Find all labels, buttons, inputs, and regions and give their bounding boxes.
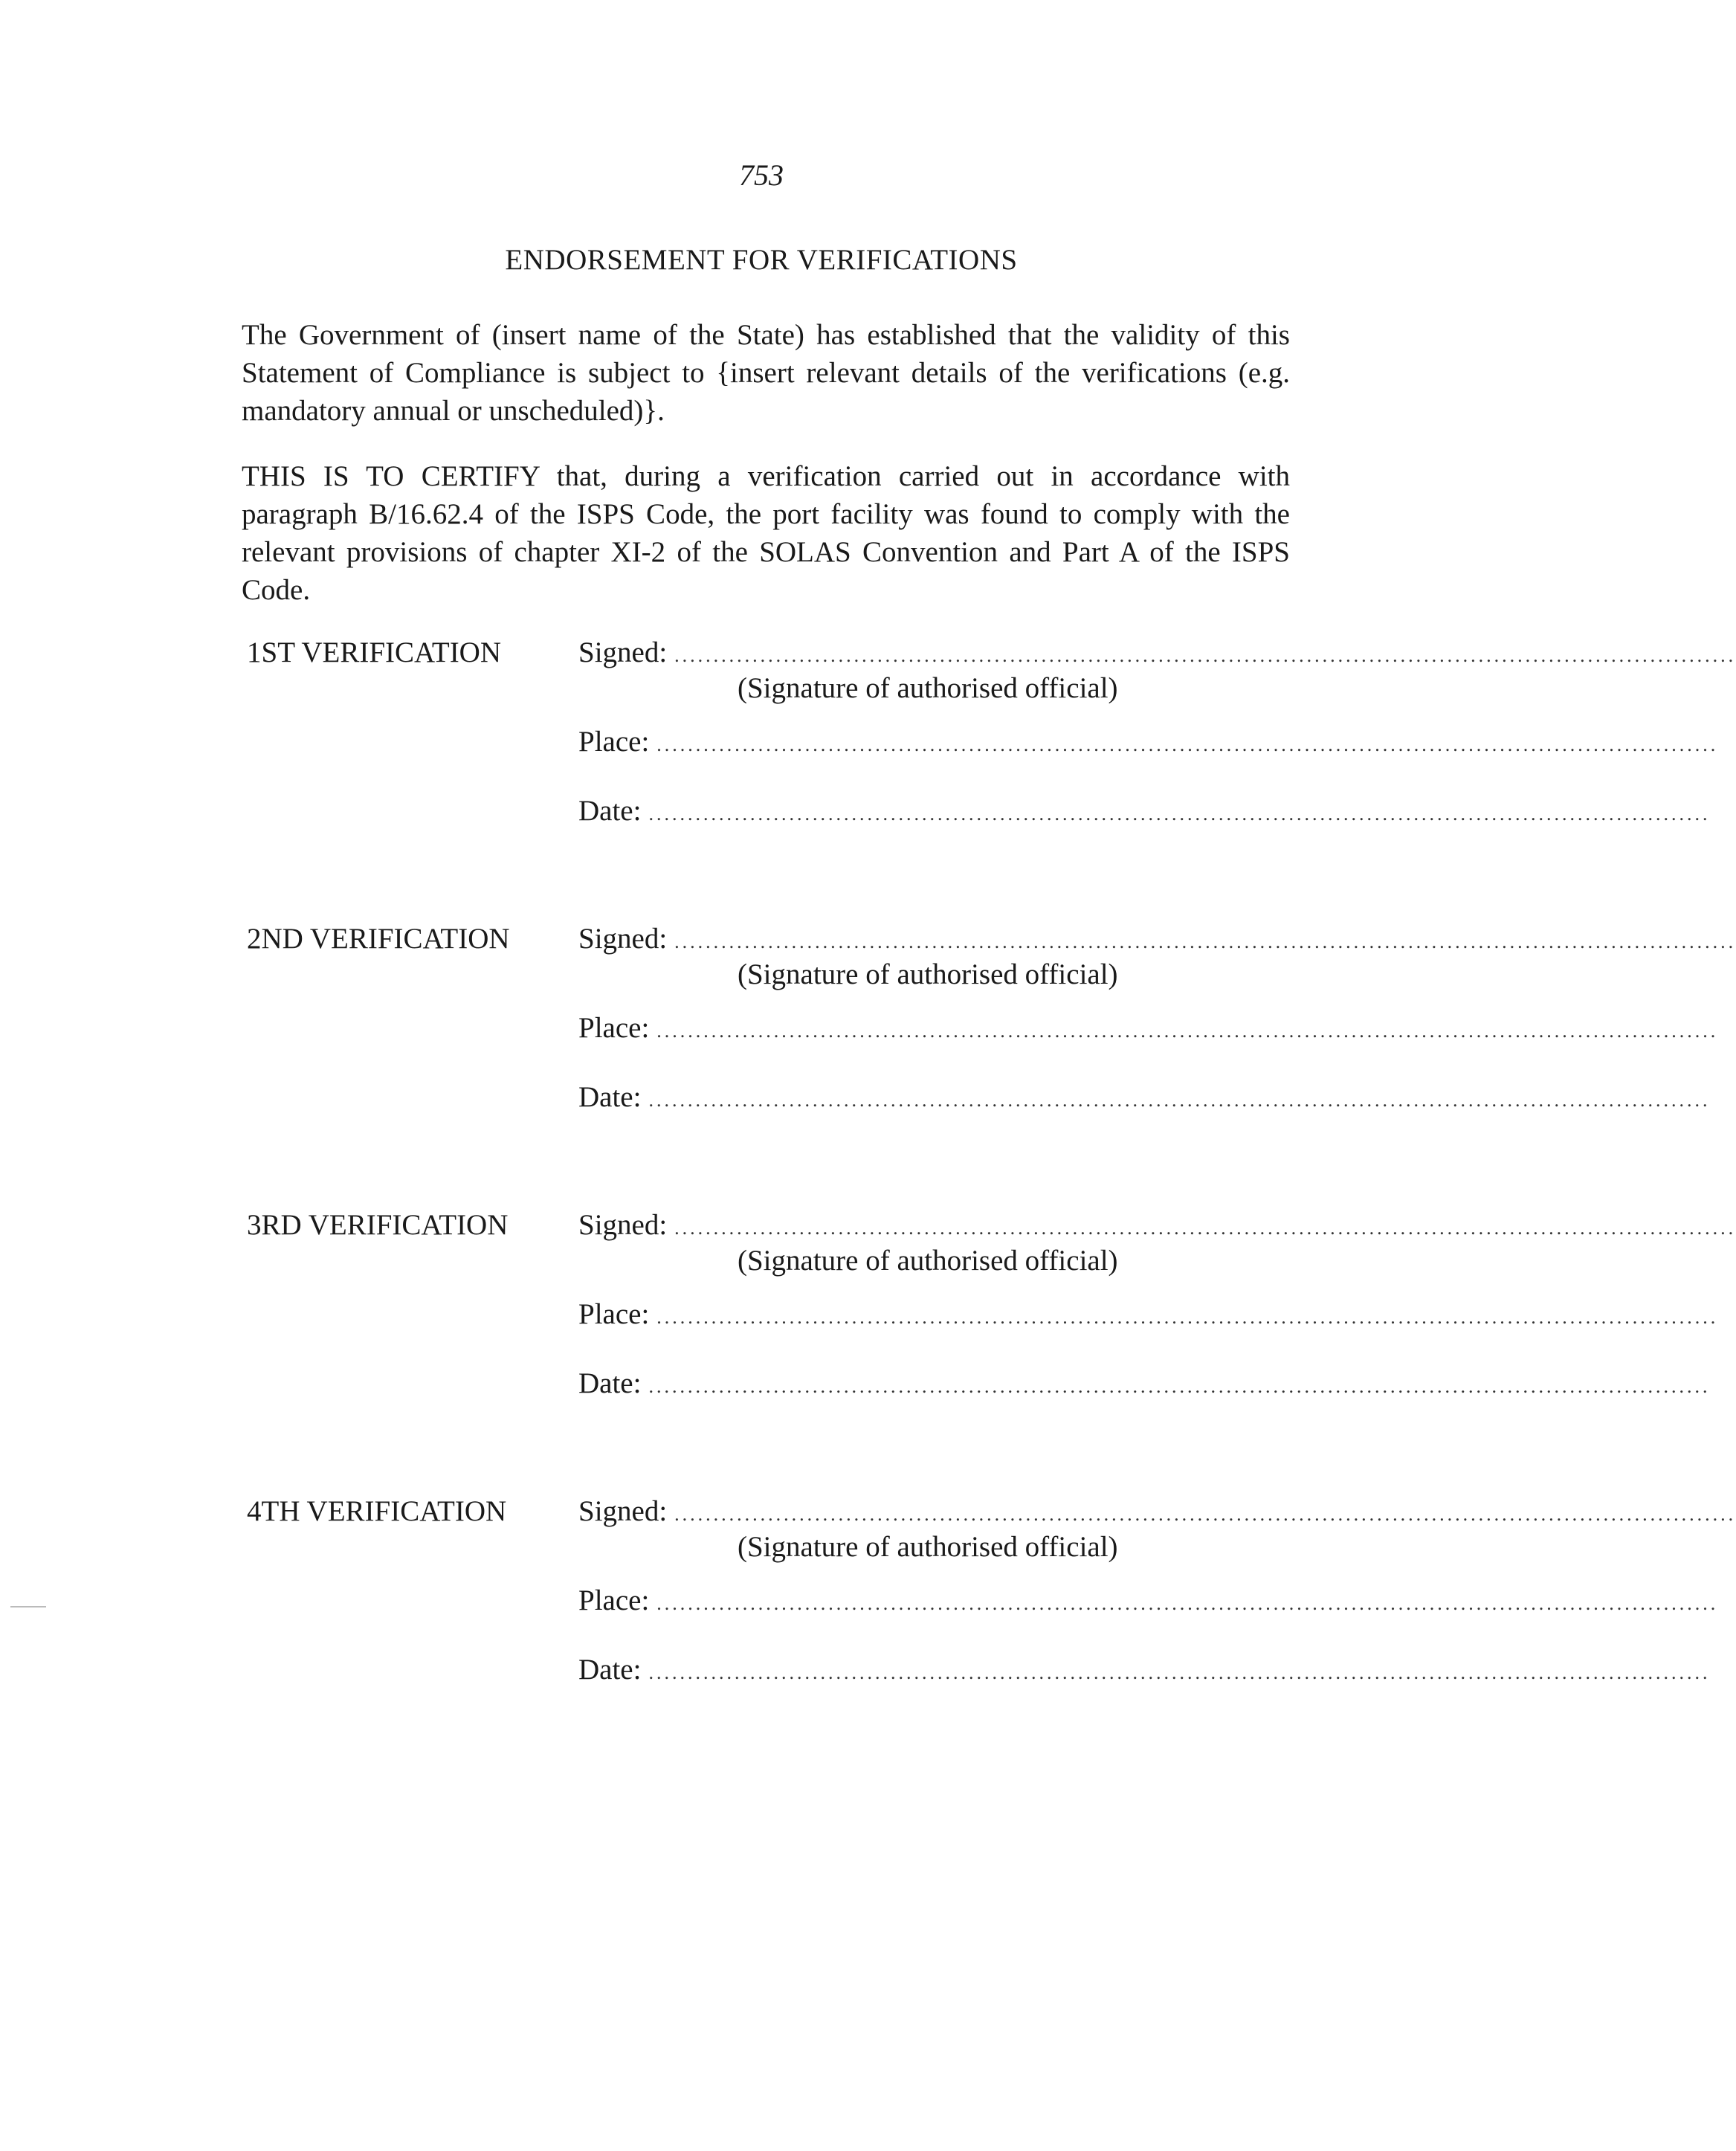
place-label: Place: <box>578 1584 650 1616</box>
verification-label: 4TH VERIFICATION <box>247 1495 507 1527</box>
signature-line[interactable]: ........................................................................................................................................ <box>674 931 1736 952</box>
signature-line[interactable]: ........................................................................................................................................ <box>674 1503 1736 1525</box>
place-line[interactable]: ........................................................................................................................................ <box>656 1306 1719 1328</box>
verification-block-3 <box>0 1208 1736 1424</box>
validity-paragraph: The Government of (insert name of the State) has established that the validity of this Statement of Compliance is subject to {insert relevant details of the verifications (e.g. mandatory annual or unscheduled)}. <box>242 319 1290 427</box>
verification-block-1 <box>0 636 1736 851</box>
signature-line[interactable]: ........................................................................................................................................ <box>674 1217 1736 1239</box>
date-line[interactable]: ........................................................................................................................................ <box>648 1662 1711 1683</box>
signed-field[interactable] <box>578 922 1736 955</box>
place-line[interactable]: ........................................................................................................................................ <box>656 1593 1719 1614</box>
verification-block-4 <box>0 1494 1736 1710</box>
date-line[interactable]: ........................................................................................................................................ <box>648 1376 1711 1397</box>
date-label: Date: <box>578 1367 642 1399</box>
signed-label: Signed: <box>578 636 668 668</box>
place-line[interactable]: ........................................................................................................................................ <box>656 734 1719 755</box>
date-label: Date: <box>578 1654 642 1686</box>
signature-caption: (Signature of authorised official) <box>738 1531 1118 1563</box>
signed-label: Signed: <box>578 1495 668 1527</box>
scan-margin-mark <box>10 1606 46 1607</box>
signed-label: Signed: <box>578 1209 668 1241</box>
date-label: Date: <box>578 1081 642 1113</box>
place-field[interactable] <box>578 725 1719 758</box>
page-number: 753 <box>739 158 784 192</box>
date-field[interactable] <box>578 1367 1711 1400</box>
signature-line[interactable]: ........................................................................................................................................ <box>674 645 1736 666</box>
verification-block-2 <box>0 922 1736 1138</box>
date-line[interactable]: ........................................................................................................................................ <box>648 803 1711 825</box>
verification-label: 3RD VERIFICATION <box>247 1209 509 1241</box>
place-label: Place: <box>578 1012 650 1044</box>
place-field[interactable] <box>578 1584 1719 1617</box>
page-title: ENDORSEMENT FOR VERIFICATIONS <box>505 244 1018 276</box>
date-label: Date: <box>578 795 642 827</box>
signed-label: Signed: <box>578 923 668 955</box>
signature-caption: (Signature of authorised official) <box>738 672 1118 704</box>
signed-field[interactable] <box>578 636 1736 669</box>
verification-label: 1ST VERIFICATION <box>247 636 502 668</box>
certification-paragraph: THIS IS TO CERTIFY that, during a verification carried out in accordance with paragraph B/16.62.4 of the ISPS Code, the port facility was found to comply with the relevant provisions of chapter XI-2 of the SOLAS Convention and Part A of the ISPS Code. <box>242 460 1290 606</box>
signature-caption: (Signature of authorised official) <box>738 958 1118 990</box>
date-field[interactable] <box>578 794 1711 828</box>
date-field[interactable] <box>578 1080 1711 1114</box>
signed-field[interactable] <box>578 1208 1736 1242</box>
place-field[interactable] <box>578 1297 1719 1331</box>
signature-caption: (Signature of authorised official) <box>738 1245 1118 1277</box>
date-field[interactable] <box>578 1653 1711 1686</box>
date-line[interactable]: ........................................................................................................................................ <box>648 1089 1711 1111</box>
place-label: Place: <box>578 726 650 758</box>
place-label: Place: <box>578 1298 650 1330</box>
place-field[interactable] <box>578 1011 1719 1045</box>
signed-field[interactable] <box>578 1494 1736 1528</box>
place-line[interactable]: ........................................................................................................................................ <box>656 1020 1719 1042</box>
verification-label: 2ND VERIFICATION <box>247 923 510 955</box>
